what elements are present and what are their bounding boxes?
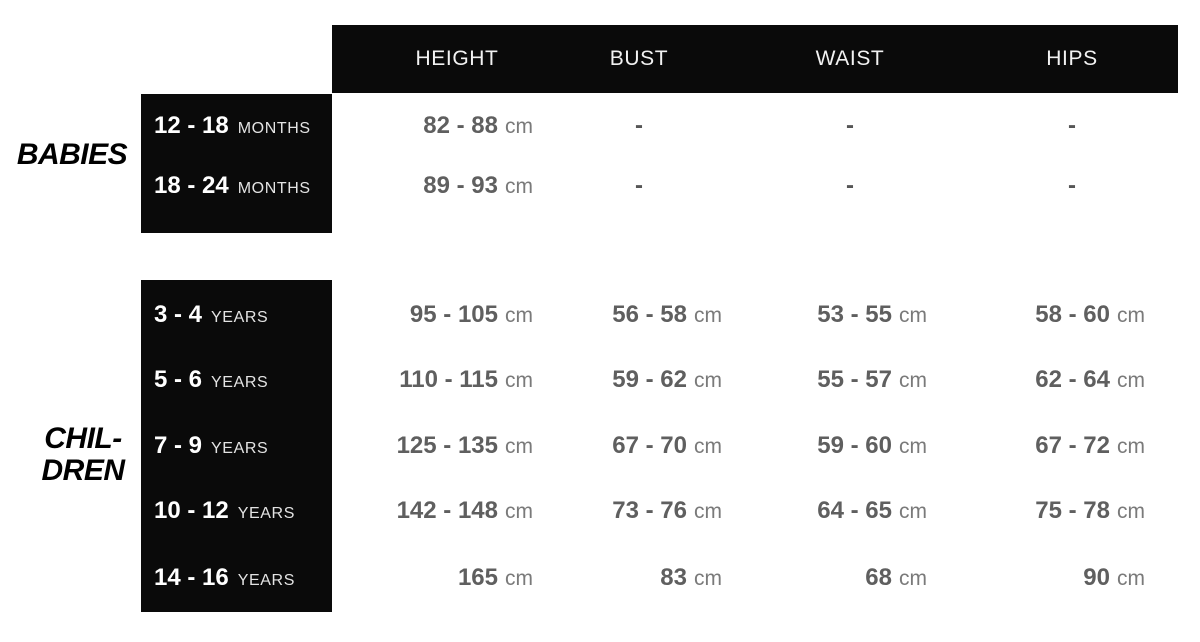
size-range-unit: MONTHS bbox=[237, 180, 311, 197]
size-range: 10 - 12 bbox=[154, 497, 229, 524]
waist-cell: 55 - 57 cm bbox=[817, 366, 927, 393]
height-cell: 89 - 93 cm bbox=[423, 172, 533, 199]
size-range-cell bbox=[154, 360, 268, 400]
waist-cell: 59 - 60 cm bbox=[817, 432, 927, 459]
height-cell: 125 - 135 cm bbox=[396, 432, 533, 459]
table-header-bar bbox=[332, 25, 1178, 93]
column-header-height: HEIGHT bbox=[415, 47, 499, 70]
size-range-cell bbox=[154, 491, 295, 531]
waist-cell: - bbox=[846, 172, 854, 199]
row-10-12-years bbox=[0, 491, 1200, 531]
waist-cell: 64 - 65 cm bbox=[817, 497, 927, 524]
height-cell: 95 - 105 cm bbox=[409, 301, 533, 328]
size-range: 14 - 16 bbox=[154, 564, 229, 591]
size-range: 5 - 6 bbox=[154, 366, 203, 393]
size-range-unit: MONTHS bbox=[237, 120, 311, 137]
size-range: 18 - 24 bbox=[154, 172, 229, 199]
bust-cell: - bbox=[635, 172, 643, 199]
hips-cell: 58 - 60 cm bbox=[1035, 301, 1145, 328]
size-range: 7 - 9 bbox=[154, 432, 203, 459]
column-header-hips: HIPS bbox=[1046, 47, 1098, 70]
section-label-babies: BABIES bbox=[16, 138, 128, 171]
row-3-4-years bbox=[0, 295, 1200, 335]
bust-cell: 67 - 70 cm bbox=[612, 432, 722, 459]
waist-cell: 68 cm bbox=[865, 564, 927, 591]
size-range-cell bbox=[154, 295, 268, 335]
row-12-18-months bbox=[0, 106, 1200, 146]
row-18-24-months bbox=[0, 166, 1200, 206]
size-range: 3 - 4 bbox=[154, 301, 203, 328]
column-header-bust: BUST bbox=[609, 47, 669, 70]
size-range-unit: YEARS bbox=[237, 505, 295, 522]
section-label-children-line1: CHIL- bbox=[44, 422, 122, 455]
hips-cell: 90 cm bbox=[1083, 564, 1145, 591]
bust-cell: - bbox=[635, 112, 643, 139]
size-range-unit: YEARS bbox=[237, 572, 295, 589]
row-14-16-years bbox=[0, 558, 1200, 598]
hips-cell: 75 - 78 cm bbox=[1035, 497, 1145, 524]
size-range-cell bbox=[154, 166, 311, 206]
hips-cell: 67 - 72 cm bbox=[1035, 432, 1145, 459]
size-range: 12 - 18 bbox=[154, 112, 229, 139]
height-cell: 165 cm bbox=[457, 564, 533, 591]
size-range-cell bbox=[154, 558, 295, 598]
hips-cell: - bbox=[1068, 112, 1076, 139]
hips-cell: 62 - 64 cm bbox=[1035, 366, 1145, 393]
size-range-cell bbox=[154, 106, 311, 146]
height-cell: 82 - 88 cm bbox=[423, 112, 533, 139]
column-header-waist: WAIST bbox=[815, 47, 885, 70]
row-7-9-years bbox=[0, 426, 1200, 466]
hips-cell: - bbox=[1068, 172, 1076, 199]
size-range-unit: YEARS bbox=[211, 374, 269, 391]
waist-cell: - bbox=[846, 112, 854, 139]
waist-cell: 53 - 55 cm bbox=[817, 301, 927, 328]
bust-cell: 83 cm bbox=[660, 564, 722, 591]
height-cell: 110 - 115 cm bbox=[399, 366, 533, 393]
row-5-6-years bbox=[0, 360, 1200, 400]
section-label-children-line2: DREN bbox=[41, 454, 125, 487]
bust-cell: 56 - 58 cm bbox=[612, 301, 722, 328]
size-range-unit: YEARS bbox=[211, 309, 269, 326]
size-range-unit: YEARS bbox=[211, 440, 269, 457]
size-range-cell bbox=[154, 426, 268, 466]
bust-cell: 73 - 76 cm bbox=[612, 497, 722, 524]
height-cell: 142 - 148 cm bbox=[396, 497, 533, 524]
bust-cell: 59 - 62 cm bbox=[612, 366, 722, 393]
